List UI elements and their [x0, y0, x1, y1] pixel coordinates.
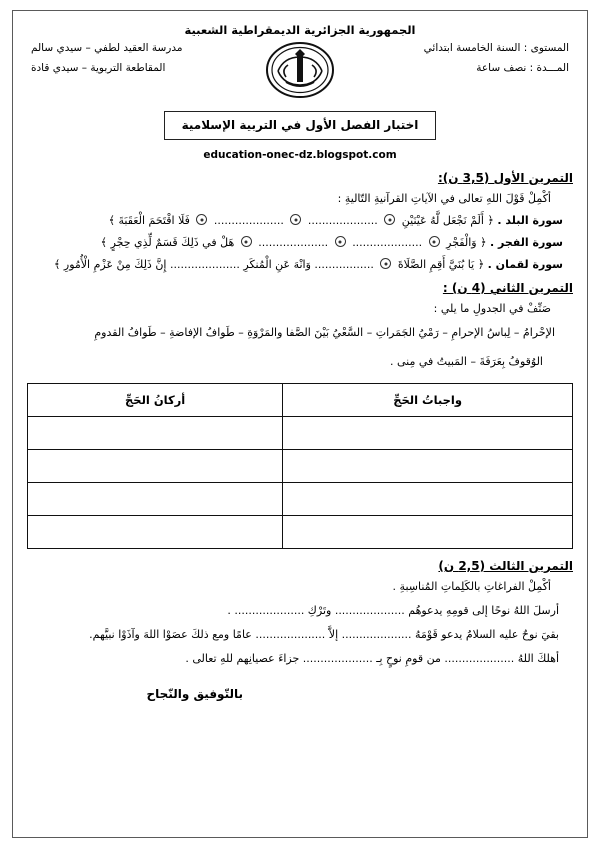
blog-url: education-onec-dz.blogspot.com [203, 149, 397, 161]
blank-dots-1a: .................... [307, 214, 378, 227]
blank-dots-3a: ................. [314, 258, 374, 271]
blank-dots-3b: .................... [169, 258, 240, 271]
fill-line-3: أهلكَ اللهُ .................... من قومِ نوحٍ بِـ .................... جزاءَ عصيانِهم للهِ تعالى . [185, 651, 559, 665]
cell-pillars[interactable] [28, 515, 283, 548]
fill-line-2: بقيَ نوحٌ عليه السلامُ يدعو قَوْمَهُ .................... إلاَّ .................... عامًا ومع ذلكَ عصَوْا اللهَ وآذَوْا نبيَّهم. [89, 627, 559, 641]
table-row [28, 449, 573, 482]
verse-tail-3: إِنَّ ذَلِكَ مِنْ عَزْمِ الْأُمُورِ ﴾ [53, 258, 167, 271]
bullet-ring-icon [290, 214, 301, 225]
republic-title: الجمهورية الجزائرية الديمقراطية الشعبية [184, 23, 416, 37]
header-district: المقاطعة التربوية – سيدي قادة [31, 61, 166, 74]
exam-page [12, 10, 588, 838]
emblem-wrap [257, 39, 343, 99]
exercise-2-instruction: صَنِّفْ في الجدولِ ما يلي : [433, 302, 551, 315]
table-header-row [28, 383, 573, 416]
fill-line-1: أرسلَ اللهُ نوحًا إلى قومِهِ يدعوهُم .................... وتَرْكِ .................... . [227, 603, 559, 617]
algeria-emblem-icon [264, 41, 336, 99]
exercise-2-items-line-1: الإحْرامُ – لِباسُ الإحرامِ – رَمْيُ الجَمَراتِ – السَّعْيُ بَيْنَ الصَّفا والمَرْوَةِ – طَوافُ الإفاضةِ – طَوافُ القدومِ [94, 326, 555, 339]
header-right-block [373, 39, 573, 79]
cell-pillars[interactable] [28, 449, 283, 482]
bullet-ring-icon [384, 214, 395, 225]
exercise-2-items-line-2: الوُقوفُ بِعَرَفَةَ – المَبيتُ في مِنى . [389, 354, 543, 368]
cell-duties[interactable] [283, 515, 573, 548]
header-duration: المـــدة : نصف ساعة [476, 61, 569, 74]
blank-dots-2b: .................... [258, 236, 329, 249]
exercise-3-heading: التمرين الثالث (2,5 ن) [438, 558, 573, 573]
quran-line-3 [27, 258, 573, 271]
bullet-ring-icon [429, 236, 440, 247]
blank-dots-1b: .................... [213, 214, 284, 227]
verse-prefix-2: ﴿ وَالْفَجْرِ [446, 236, 487, 249]
header-school: مدرسة العقيد لطفي – سيدي سالم [31, 42, 183, 54]
page-inner [27, 21, 573, 827]
bullet-ring-icon [335, 236, 346, 247]
exercise-2-heading: التمرين الثاني (4 ن) : [442, 281, 573, 295]
hajj-table [27, 383, 573, 549]
header-row [27, 39, 573, 105]
cell-pillars[interactable] [28, 482, 283, 515]
sura-label-2: سورة الفجر . [490, 236, 563, 249]
header-left-block [27, 39, 227, 79]
sura-label-3: سورة لقمان . [487, 258, 563, 271]
cell-duties[interactable] [283, 449, 573, 482]
quran-line-2 [27, 236, 573, 249]
bullet-ring-icon [380, 258, 391, 269]
verse-prefix-1: ﴿ أَلَمْ نَجْعَل لَّهُ عَيْنَيْنِ [401, 214, 494, 227]
verse-middle-1: فَلَا اقْتَحَمَ الْعَقَبَةَ ﴾ [108, 214, 190, 227]
exercise-1-heading: التمرين الأول (3,5 ن): [437, 171, 573, 185]
header-level: المستوى : السنة الخامسة ابتدائي [423, 42, 569, 54]
verse-prefix-3: ﴿ يَا بُنَيَّ أَقِمِ الصَّلَاةَ [397, 258, 485, 271]
table-row [28, 515, 573, 548]
exercise-1-instruction: أكْمِلْ قَوْلَ اللهِ تعالى في الآياتِ القرآنيةِ التّاليةِ : [337, 192, 551, 205]
table-row [28, 482, 573, 515]
footer-wish: بالتّوفيق والنّجاح [146, 686, 243, 701]
cell-pillars[interactable] [28, 416, 283, 449]
verse-middle-2: هَلْ في ذَلِكَ قَسَمٌ لِّذِي حِجْرٍ ﴾ [100, 236, 235, 249]
column-header-pillars: أركانُ الحَجِّ [28, 383, 283, 416]
bullet-ring-icon [241, 236, 252, 247]
bullet-ring-icon [196, 214, 207, 225]
sura-label-1: سورة البلد . [497, 214, 563, 227]
cell-duties[interactable] [283, 482, 573, 515]
exam-title-box: اختبار الفصل الأول في التربية الإسلامية [164, 111, 436, 140]
verse-middle-3: وَانْهَ عَنِ الْمُنكَرِ [243, 258, 311, 271]
cell-duties[interactable] [283, 416, 573, 449]
quran-line-1 [27, 214, 573, 227]
column-header-duties: واجباتُ الحَجِّ [283, 383, 573, 416]
blank-dots-2a: .................... [352, 236, 423, 249]
table-row [28, 416, 573, 449]
exercise-3-instruction: أكْمِلْ الفراغاتِ بالكَلِماتِ المُناسِبةِ . [392, 579, 551, 593]
